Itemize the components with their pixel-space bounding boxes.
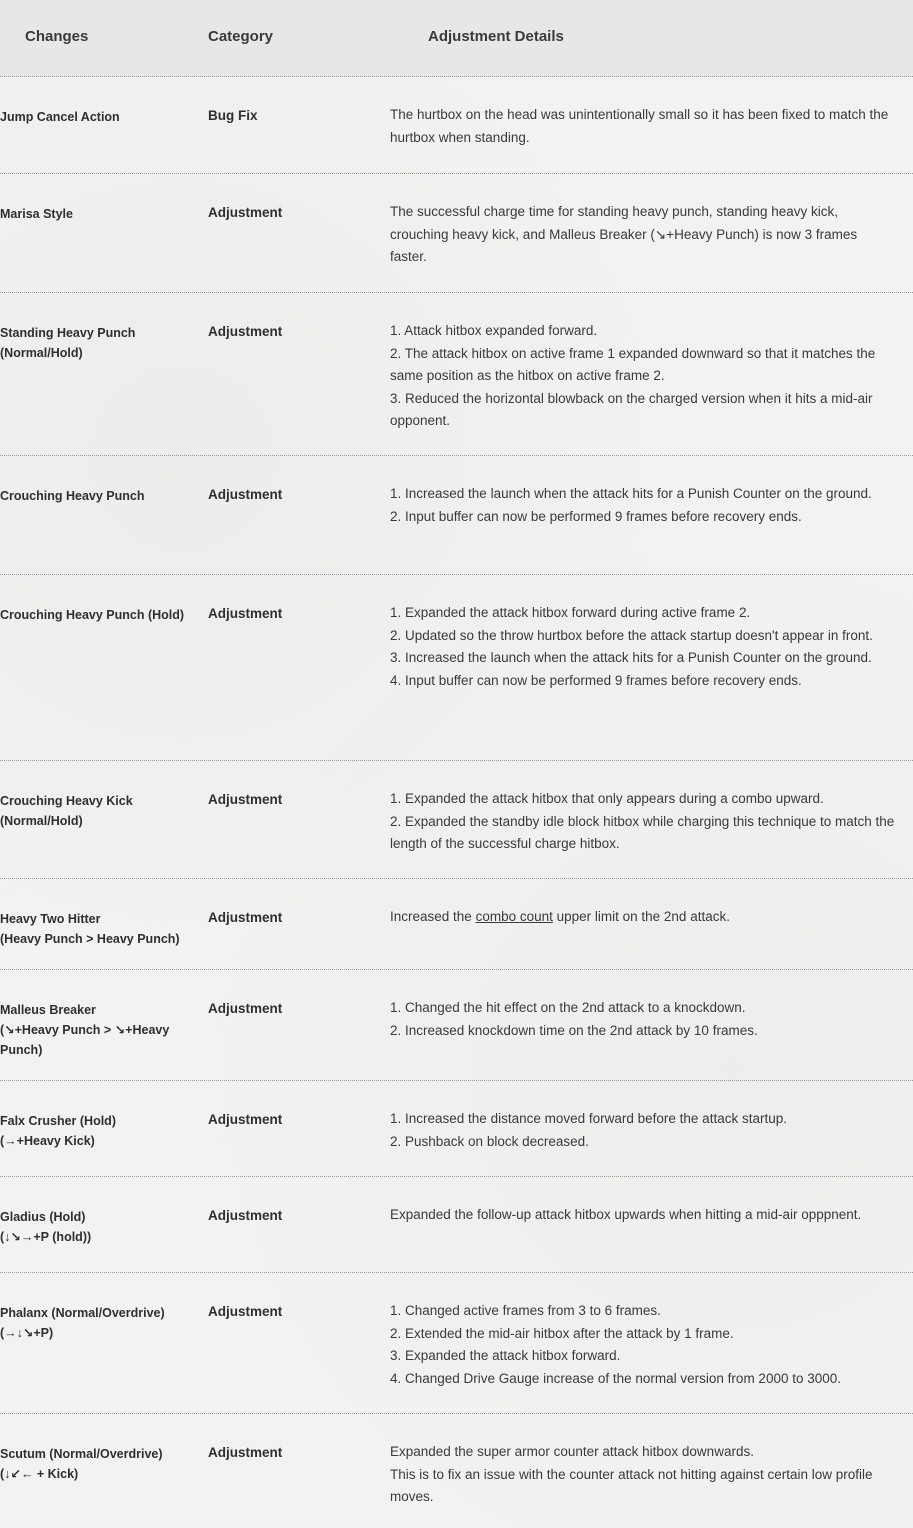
adjustment-details: 1. Expanded the attack hitbox forward during active frame 2. 2. Updated so the throw hurtbox before the attack startup doesn't appear in front. 3. Increased the launch when the attack hits for a Punish Counter on the ground. 4. Input buffer can now be performed 9 frames before recovery ends. [390,605,873,688]
adjustment-details: Expanded the follow-up attack hitbox upwards when hitting a mid-air opppnent. [390,1207,862,1222]
change-name: Malleus Breaker (↘+Heavy Punch > ↘+Heavy Punch) [0,1003,170,1057]
category: Adjustment [208,1001,283,1016]
change-name: Falx Crusher (Hold) (→+Heavy Kick) [0,1114,116,1148]
change-name: Crouching Heavy Punch [0,489,145,503]
table-row [0,174,913,293]
category: Bug Fix [208,108,258,123]
adjustment-details: 1. Attack hitbox expanded forward. 2. The attack hitbox on active frame 1 expanded downward so that it matches the same position as the hitbox on active frame 2. 3. Reduced the horizontal blowback on the charged version when it hits a mid-air opponent. [390,323,876,428]
category: Adjustment [208,487,283,502]
table-row [0,970,913,1081]
category: Adjustment [208,910,283,925]
change-name: Standing Heavy Punch (Normal/Hold) [0,326,136,360]
category: Adjustment [208,205,283,220]
category: Adjustment [208,1445,283,1460]
table-row [0,575,913,761]
category: Adjustment [208,1304,283,1319]
table-row [0,1414,913,1527]
table-row [0,1177,913,1273]
category: Adjustment [208,324,283,339]
category: Adjustment [208,606,283,621]
adjustment-details: The successful charge time for standing heavy punch, standing heavy kick, crouching heavy kick, and Malleus Breaker (↘+Heavy Punch) is now 3 frames faster. [390,204,858,264]
adjustment-details: 1. Changed active frames from 3 to 6 frames. 2. Extended the mid-air hitbox after the attack by 1 frame. 3. Expanded the attack hitbox forward. 4. Changed Drive Gauge increase of the normal version from 2000 to 3000. [390,1303,842,1386]
change-name: Crouching Heavy Kick (Normal/Hold) [0,794,133,828]
table-row [0,761,913,879]
header-adjustment-details: Adjustment Details [428,28,564,45]
table-row [0,456,913,575]
adjustment-details: 1. Expanded the attack hitbox that only appears during a combo upward. 2. Expanded the standby idle block hitbox while charging this technique to match the length of the successful charge hitbox. [390,791,895,851]
table-row [0,77,913,174]
adjustment-details: 1. Increased the distance moved forward before the attack startup. 2. Pushback on block decreased. [390,1111,787,1149]
table-row [0,1273,913,1414]
category: Adjustment [208,792,283,807]
category: Adjustment [208,1208,283,1223]
adjustment-details: The hurtbox on the head was unintentionally small so it has been fixed to match the hurtbox when standing. [390,107,889,145]
change-name: Gladius (Hold) (↓↘→+P (hold)) [0,1210,92,1244]
adjustment-details: 1. Changed the hit effect on the 2nd attack to a knockdown. 2. Increased knockdown time on the 2nd attack by 10 frames. [390,1000,758,1038]
header-category: Category [208,28,274,45]
table-row [0,879,913,970]
category: Adjustment [208,1112,283,1127]
header-changes: Changes [25,28,89,45]
change-name: Heavy Two Hitter (Heavy Punch > Heavy Punch) [0,912,180,946]
adjustment-details: Expanded the super armor counter attack hitbox downwards. This is to fix an issue with the counter attack not hitting against certain low profile moves. [390,1444,873,1504]
change-name: Jump Cancel Action [0,110,120,124]
table-row [0,293,913,456]
change-name: Phalanx (Normal/Overdrive) (→↓↘+P) [0,1306,165,1340]
table-row [0,1081,913,1177]
adjustment-details: Increased the combo count upper limit on the 2nd attack. [390,909,730,924]
change-name: Scutum (Normal/Overdrive) (↓↙← + Kick) [0,1447,163,1481]
change-name: Crouching Heavy Punch (Hold) [0,608,185,622]
change-name: Marisa Style [0,207,73,221]
table-header [0,0,913,77]
adjustment-details: 1. Increased the launch when the attack hits for a Punish Counter on the ground. 2. Input buffer can now be performed 9 frames before recovery ends. [390,486,872,524]
combo-count-link[interactable]: combo count [475,909,553,924]
